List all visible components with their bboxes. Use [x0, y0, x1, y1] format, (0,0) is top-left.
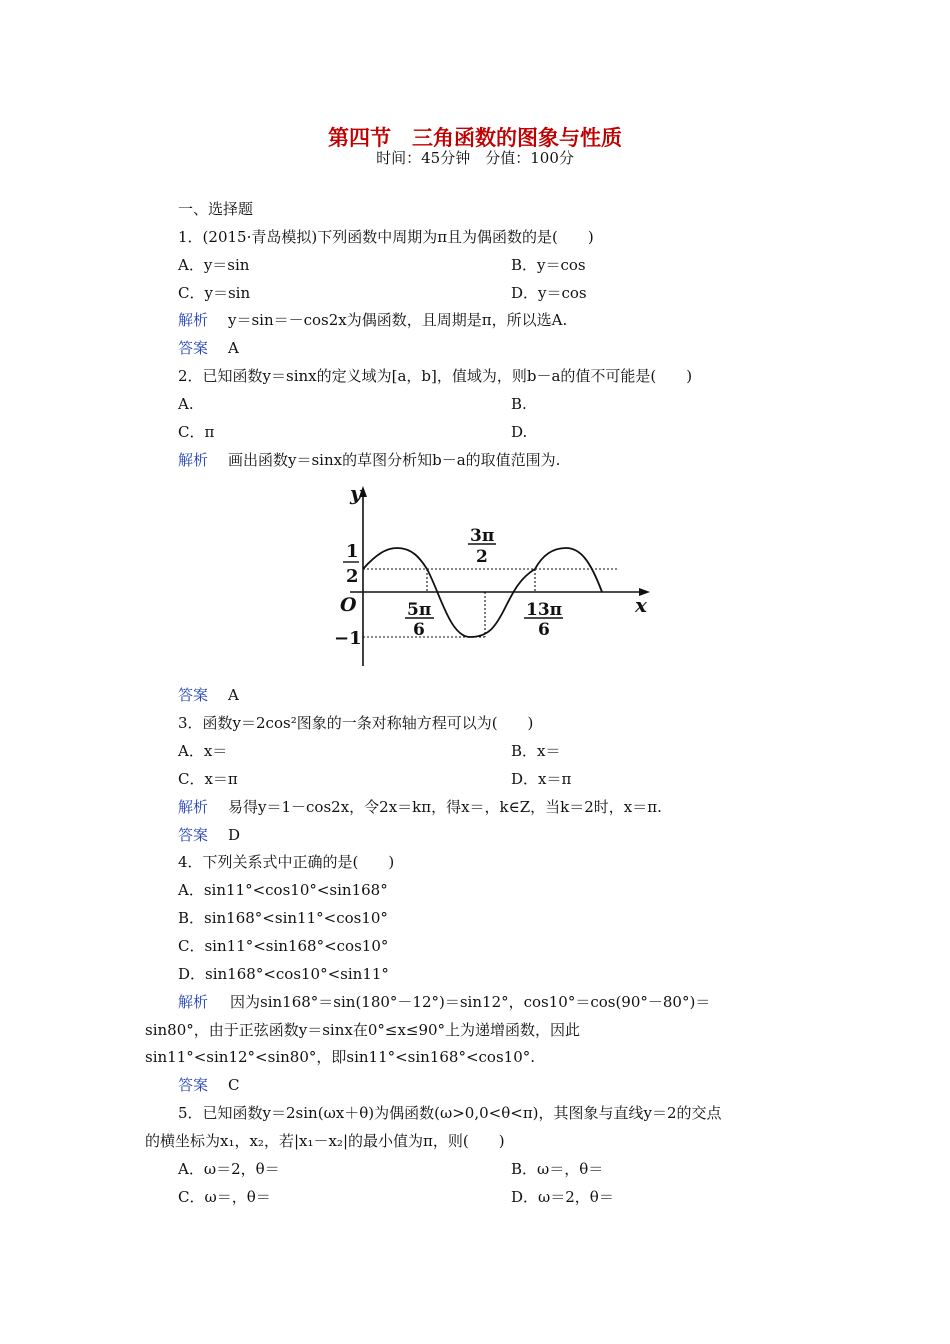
q5-option-a: A．ω＝2，θ＝	[178, 1160, 280, 1178]
q4-analysis-line-3: sin11°<sin12°<sin80°，即sin11°<sin168°<cos10°.	[145, 1048, 536, 1066]
q1-analysis: y＝sin＝－cos2x为偶函数，且周期是π，所以选A.	[228, 311, 568, 329]
q5-stem-line-1: 5．已知函数y＝2sin(ωx＋θ)为偶函数(ω>0,0<θ<π)，其图象与直线y＝2的交点	[178, 1104, 722, 1122]
q1-stem: 1．(2015·青岛模拟)下列函数中周期为π且为偶函数的是( )	[178, 228, 594, 246]
q3-analysis: 易得y＝1－cos2x，令2x＝kπ，得x＝，k∈Z，当k＝2时，x＝π.	[228, 798, 662, 816]
q3-option-b: B．x＝	[511, 742, 561, 760]
half-denominator: 2	[346, 566, 359, 587]
q4-answer-label: 答案	[178, 1076, 209, 1094]
q1-answer: A	[228, 339, 239, 357]
q5-stem-line-2: 的横坐标为x₁，x₂，若|x₁－x₂|的最小值为π，则( )	[145, 1132, 505, 1150]
q4-answer: C	[228, 1076, 240, 1094]
q2-option-c: C．π	[178, 423, 215, 441]
half-numerator: 1	[346, 541, 359, 562]
q2-stem: 2．已知函数y＝sinx的定义域为[a，b]，值域为，则b－a的值不可能是( )	[178, 367, 693, 385]
q4-analysis-line-1: 因为sin168°＝sin(180°－12°)＝sin12°，cos10°＝cos(90°－80°)＝	[230, 993, 711, 1011]
q3-option-d: D．x＝π	[511, 770, 572, 788]
t3-numerator: 13π	[526, 600, 563, 620]
q3-option-c: C．x＝π	[178, 770, 238, 788]
q4-stem: 4．下列关系式中正确的是( )	[178, 853, 395, 871]
page-title: 第四节 三角函数的图象与性质	[328, 125, 622, 150]
q4-option-d: D．sin168°<cos10°<sin11°	[178, 965, 389, 983]
q5-option-b: B．ω＝，θ＝	[511, 1160, 604, 1178]
x-axis-label: x	[635, 593, 647, 617]
q4-option-a: A．sin11°<cos10°<sin168°	[178, 881, 388, 899]
t2-denominator: 2	[476, 547, 488, 567]
q5-option-c: C．ω＝，θ＝	[178, 1188, 271, 1206]
q2-answer-label: 答案	[178, 686, 209, 704]
t1-denominator: 6	[413, 620, 425, 640]
q2-option-a: A.	[178, 395, 194, 413]
q1-option-d: D．y＝cos	[511, 284, 587, 302]
q2-analysis: 画出函数y＝sinx的草图分析知b－a的取值范围为.	[228, 451, 561, 469]
t3-denominator: 6	[538, 620, 550, 640]
q2-option-d: D.	[511, 423, 528, 441]
q2-answer: A	[228, 686, 239, 704]
q4-option-c: C．sin11°<sin168°<cos10°	[178, 937, 389, 955]
t1-numerator: 5π	[407, 600, 432, 620]
page-subtitle: 时间：45分钟 分值：100分	[376, 149, 574, 167]
q1-analysis-label: 解析	[178, 311, 209, 329]
q2-option-b: B.	[511, 395, 527, 413]
q3-stem: 3．函数y＝2cos²图象的一条对称轴方程可以为( )	[178, 714, 534, 732]
q3-answer-label: 答案	[178, 826, 209, 844]
q4-analysis-label: 解析	[178, 993, 209, 1011]
q3-option-a: A．x＝	[178, 742, 228, 760]
t2-numerator: 3π	[470, 526, 495, 546]
y-axis-label: y	[350, 481, 362, 505]
q1-option-a: A．y＝sin	[178, 256, 250, 274]
q3-answer: D	[228, 826, 241, 844]
q1-answer-label: 答案	[178, 339, 209, 357]
q1-option-c: C．y＝sin	[178, 284, 251, 302]
minus-one-label: −1	[334, 628, 362, 649]
q1-option-b: B．y＝cos	[511, 256, 586, 274]
q4-analysis-line-2: sin80°，由于正弦函数y＝sinx在0°≤x≤90°上为递增函数，因此	[145, 1021, 581, 1039]
origin-label: O	[340, 594, 357, 616]
q2-analysis-label: 解析	[178, 451, 209, 469]
q4-option-b: B．sin168°<sin11°<cos10°	[178, 909, 388, 927]
q5-option-d: D．ω＝2，θ＝	[511, 1188, 614, 1206]
q3-analysis-label: 解析	[178, 798, 209, 816]
section-heading: 一、选择题	[178, 200, 254, 218]
sine-graph	[330, 478, 660, 673]
